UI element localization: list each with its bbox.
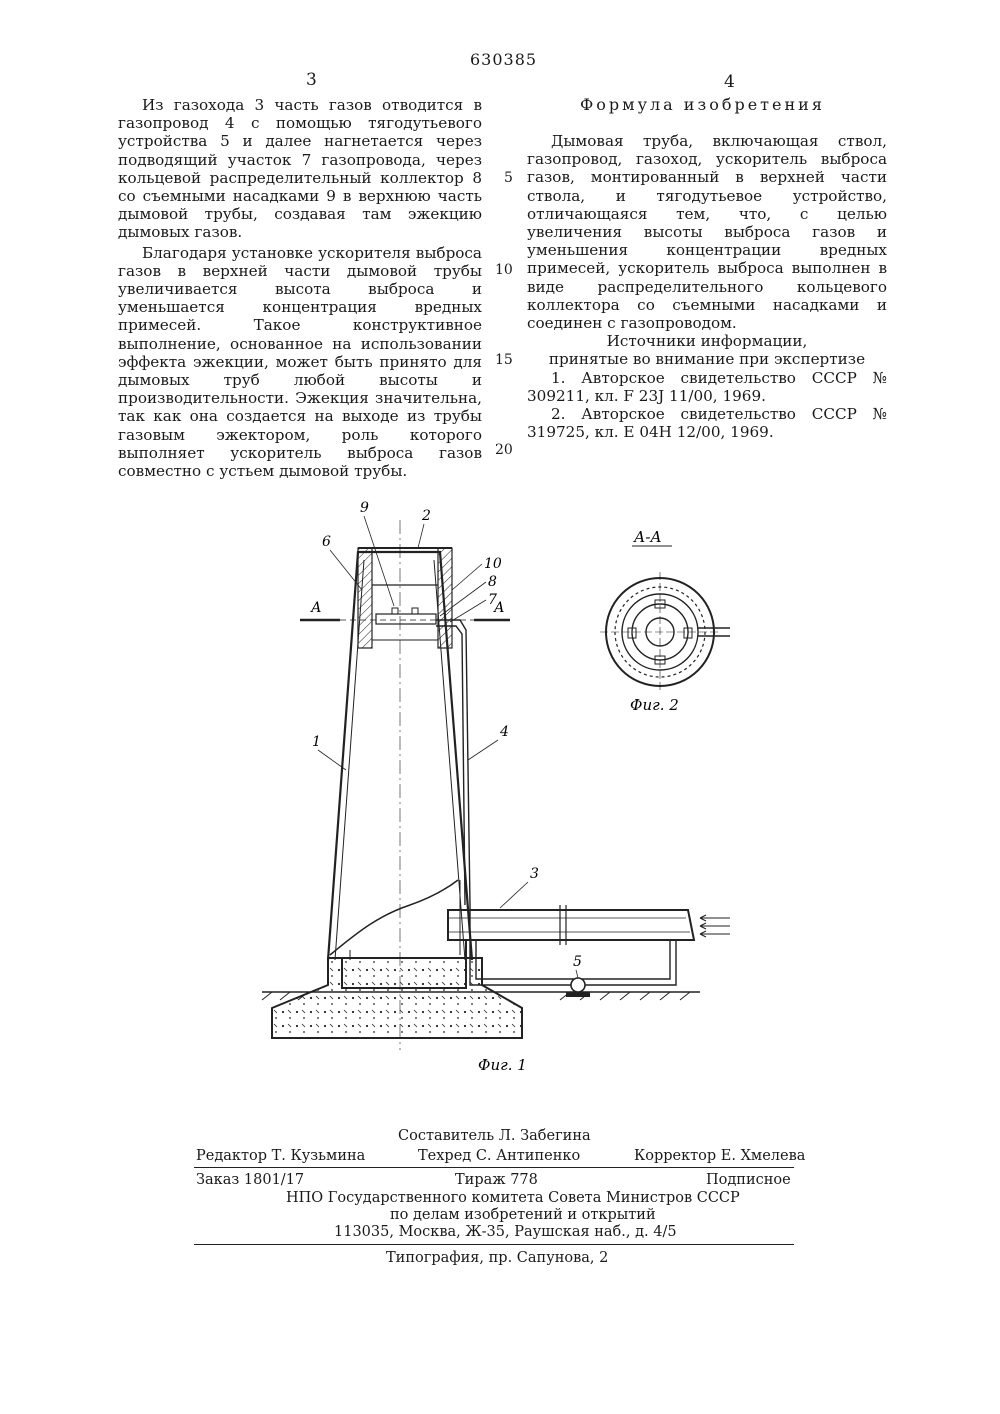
circulation: Тираж 778	[455, 1172, 538, 1188]
flue-duct	[448, 905, 730, 945]
label-9: 9	[360, 500, 369, 516]
claim-text: Дымовая труба, включающая ствол, газопровод, газоход, ускоритель выброса газов, монтированный в верхней части ствола, и тягодутьевое устройство, отличающаяся тем, что, с целью увеличения высоты выброса газов и уменьшения концентрации вредных примесей, ускоритель выброса выполнен в виде распределительного кольцевого коллектора со съемными насадками и соединен с газопроводом.	[527, 132, 887, 333]
footer-divider-bottom	[194, 1244, 794, 1245]
label-3: 3	[530, 866, 539, 882]
section-view	[600, 572, 730, 692]
label-6: 6	[322, 534, 331, 550]
technical-drawing	[0, 490, 1000, 1090]
chimney-head	[358, 548, 452, 648]
label-1: 1	[312, 734, 321, 750]
gas-pipe	[436, 620, 470, 905]
label-8: 8	[488, 574, 497, 590]
org-line-2: по делам изобретений и открытий	[390, 1207, 656, 1223]
corrector: Корректор Е. Хмелева	[634, 1148, 806, 1164]
footer-divider-top	[194, 1167, 794, 1168]
fan-bypass	[470, 905, 676, 997]
source-2: 2. Авторское свидетельство СССР № 319725, кл. Е 04Н 12/00, 1969.	[527, 405, 887, 442]
editor: Редактор Т. Кузьмина	[196, 1148, 366, 1164]
label-2: 2	[422, 508, 431, 524]
line-number-5: 5	[504, 170, 513, 186]
paragraph-1: Из газохода 3 часть газов отводится в газопровод 4 с помощью тягодутьевого устройства 5 и далее нагнетается через подводящий участок 7 газопровода, через кольцевой распределительный коллектор 8 со съемными насадками 9 в верхнюю часть дымовой трубы, создавая там эжекцию дымовых газов.	[118, 96, 482, 242]
subscription: Подписное	[706, 1172, 791, 1188]
line-number-20: 20	[495, 442, 513, 458]
line-number-10: 10	[495, 262, 513, 278]
label-10: 10	[484, 556, 502, 572]
section-mark-left: А	[311, 600, 322, 616]
section-label: А-А	[634, 528, 662, 546]
paragraph-2: Благодаря установке ускорителя выброса газов в верхней части дымовой трубы увеличивается высота выброса и уменьшается концентрация вредных примесей. Такое конструктивное выполнение, основанное на использовании эффекта эжекции, может быть принято для дымовых труб любой высоты и производительности. Эжекция значительна, так как она создается на выходе из трубы газовым эжектором, роль которого выполняет ускоритель выброса газов совместно с устьем дымовой трубы.	[118, 243, 482, 481]
fig2-caption: Фиг. 2	[630, 696, 679, 714]
section-mark-right: А	[494, 600, 505, 616]
line-number-15: 15	[495, 352, 513, 368]
label-4: 4	[500, 724, 509, 740]
left-column	[118, 96, 482, 480]
foundation	[272, 958, 522, 1038]
sources-title: Источники информации,	[606, 332, 808, 351]
order: Заказ 1801/17	[196, 1172, 305, 1188]
label-5: 5	[573, 954, 582, 970]
address: 113035, Москва, Ж-35, Раушская наб., д. 4/5	[334, 1224, 677, 1240]
sources-subtitle: принятые во внимание при экспертизе	[548, 350, 866, 369]
techred: Техред С. Антипенко	[418, 1148, 581, 1164]
printer: Типография, пр. Сапунова, 2	[386, 1250, 609, 1266]
org-line-1: НПО Государственного комитета Совета Министров СССР	[286, 1190, 740, 1206]
claims-heading: Формула изобретения	[580, 95, 825, 114]
patent-number: 630385	[470, 50, 538, 69]
right-page-number: 4	[724, 72, 735, 92]
right-column	[527, 132, 887, 441]
composer: Составитель Л. Забегина	[398, 1128, 591, 1144]
left-page-number: 3	[306, 70, 317, 90]
label-7: 7	[488, 592, 497, 608]
fig1-caption: Фиг. 1	[478, 1056, 527, 1074]
source-1: 1. Авторское свидетельство СССР № 309211, кл. F 23J 11/00, 1969.	[527, 368, 887, 405]
